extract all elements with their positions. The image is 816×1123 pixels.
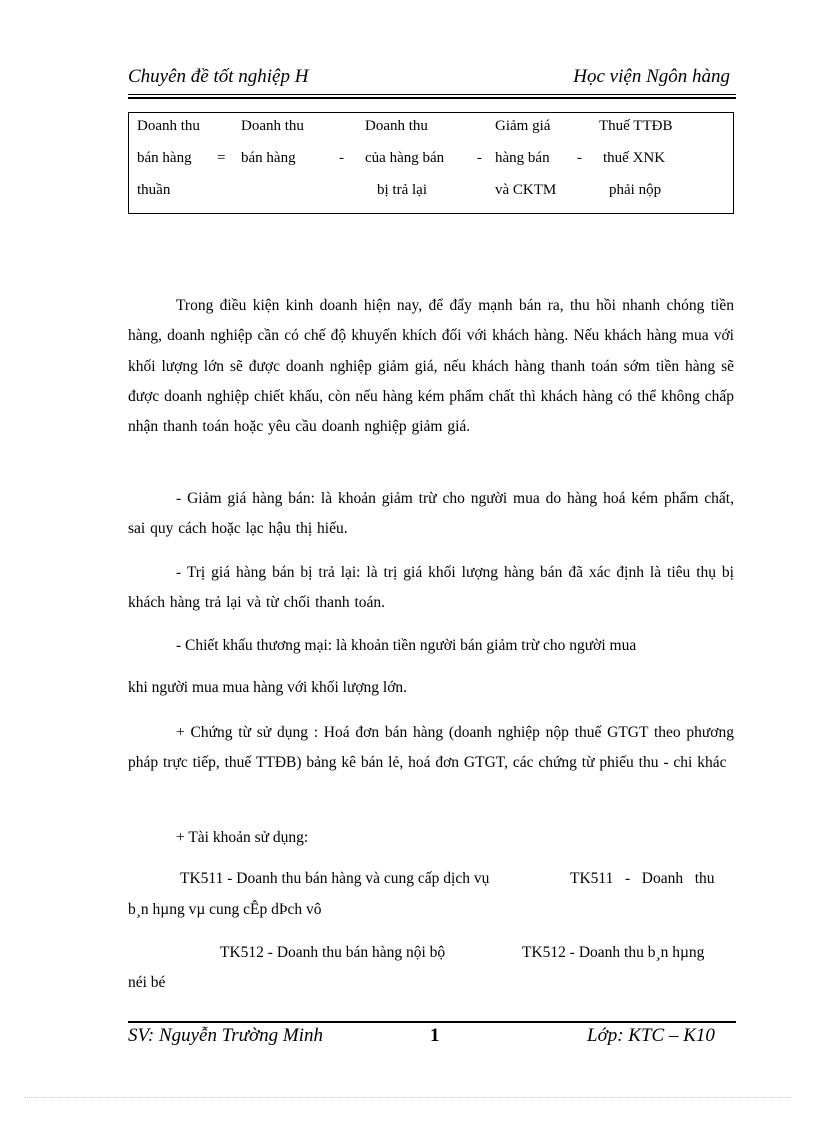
page-number: 1 <box>430 1025 440 1046</box>
paragraph-sales-returns-text: - Trị giá hàng bán bị trả lại: là trị giá khối lượng hàng bán đã xác định là tiêu thụ bị khách hàng trả lại và từ chối thanh toán. <box>128 564 734 612</box>
formula-minus: - <box>477 150 482 166</box>
formula-term-discounts: hàng bán <box>495 150 550 166</box>
paragraph-sales-returns <box>128 558 734 619</box>
formula-term-returns: của hàng bán <box>365 150 445 166</box>
formula-minus: - <box>577 150 582 166</box>
header-rule <box>128 94 736 95</box>
paragraph-sales-discount <box>128 484 734 545</box>
header-title-left: Chuyên đề tốt nghiệp H <box>128 66 309 87</box>
formula-term-sales-revenue: bán hàng <box>241 150 296 166</box>
footer-student-name: SV: Nguyễn Trường Minh <box>128 1025 324 1046</box>
account-tk511: TK511 - Doanh thu bán hàng và cung cấp dịch vụ <box>180 870 490 887</box>
paragraph-intro-text: Trong điều kiện kinh doanh hiện nay, để đẩy mạnh bán ra, thu hồi nhanh chóng tiền hàng, doanh nghiệp cần có chế độ khuyến khích đối với khách hàng. Nếu khách hàng mua với khối lượng lớn sẽ được doanh nghiệp giảm giá, nếu khách hàng thanh toán sớm tiền hàng sẽ được doanh nghiệp chiết khấu, còn nếu hàng kém phẩm chất thì khách hàng có thể không chấp nhận thanh toán hoặc yêu cầu doanh nghiệp giảm giá. <box>128 297 734 436</box>
formula-minus: - <box>339 150 344 166</box>
paragraph-intro <box>128 291 734 442</box>
paragraph-trade-discount: - Chiết khấu thương mại: là khoản tiền người bán giảm trừ cho người mua <box>176 637 637 654</box>
footer-rule <box>128 1021 736 1023</box>
account-tk512-alt: TK512 - Doanh thu b¸n hµng <box>522 944 705 961</box>
formula-term-taxes: phải nộp <box>609 182 662 198</box>
account-tk512: TK512 - Doanh thu bán hàng nội bộ <box>220 944 446 961</box>
paragraph-vouchers <box>128 718 734 779</box>
header-title-right: Học viện Ngôn hàng <box>573 66 730 87</box>
footer-class: Lớp: KTC – K10 <box>587 1025 715 1046</box>
account-tk511-alt: TK511 - Doanh thu <box>570 870 715 887</box>
formula-term-discounts: và CKTM <box>495 182 557 198</box>
formula-term-returns: Doanh thu <box>365 118 428 134</box>
formula-term-taxes: thuế XNK <box>603 150 666 166</box>
formula-term-returns: bị trả lại <box>377 182 427 198</box>
account-tk512-legacy-text: néi bé <box>128 974 166 991</box>
revenue-formula-box <box>128 112 734 214</box>
formula-term-taxes: Thuế TTĐB <box>599 118 673 134</box>
formula-term-net-revenue: bán hàng <box>137 150 192 166</box>
paragraph-trade-discount-cont: khi người mua mua hàng với khối lượng lớn. <box>128 679 408 696</box>
paragraph-sales-discount-text: - Giảm giá hàng bán: là khoản giảm trừ cho người mua do hàng hoá kém phẩm chất, sai quy cách hoặc lạc hậu thị hiếu. <box>128 490 734 538</box>
formula-equals: = <box>217 150 226 166</box>
paragraph-accounts-heading: + Tài khoản sử dụng: <box>176 829 309 846</box>
account-tk511-legacy-text: b¸n hµng vµ cung cÊp dÞch vô <box>128 901 322 918</box>
formula-term-discounts: Giảm giá <box>495 118 551 134</box>
page-bottom-border <box>24 1097 792 1098</box>
formula-term-sales-revenue: Doanh thu <box>241 118 304 134</box>
formula-term-net-revenue: thuần <box>137 182 171 198</box>
formula-term-net-revenue: Doanh thu <box>137 118 200 134</box>
header-rule-thick <box>128 97 736 99</box>
paragraph-vouchers-text: + Chứng từ sử dụng : Hoá đơn bán hàng (doanh nghiệp nộp thuế GTGT theo phương pháp trực tiếp, thuế TTĐB) bảng kê bán lẻ, hoá đơn GTGT, các chứng từ phiếu thu - chi khác <box>128 724 734 772</box>
